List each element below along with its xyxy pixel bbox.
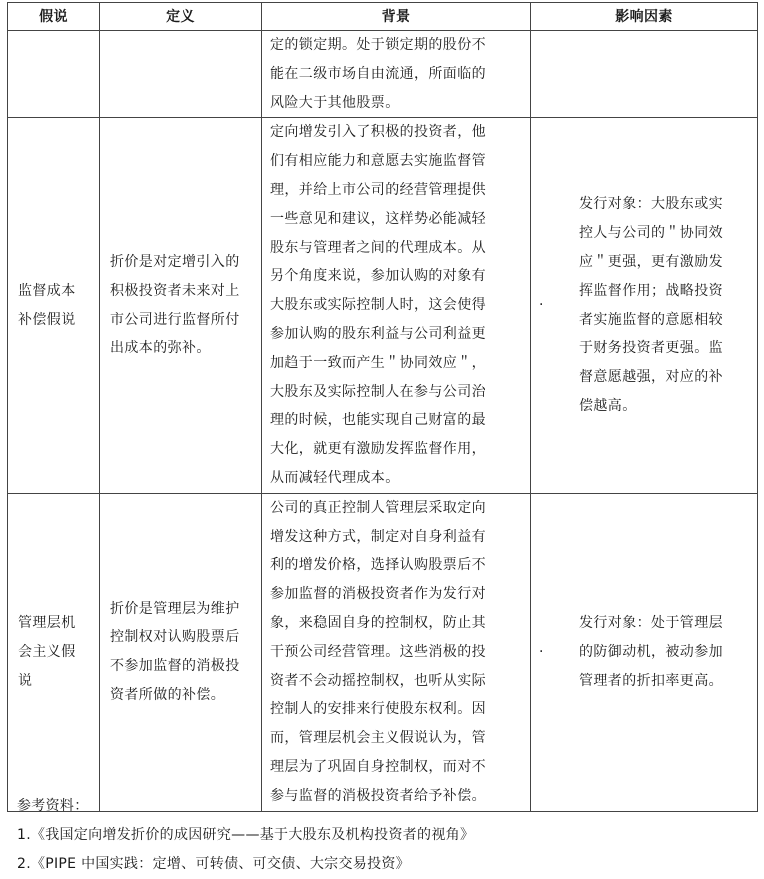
hypothesis-cell-line: 监督成本 (18, 282, 76, 299)
background-cell-line: 参与监督的消极投资者给予补偿。 (270, 787, 486, 804)
background-cell-line: 理的时候，也能实现自己财富的最 (270, 412, 486, 429)
background-cell-line: 增发这种方式，制定对自身利益有 (270, 528, 486, 545)
definition-cell-line: 控制权对认购股票后 (110, 629, 240, 646)
references (17, 792, 474, 879)
definition-cell (100, 493, 262, 811)
background-cell-line: 控制人的安排来行使股东权利。因 (270, 701, 486, 718)
background-cell-line: 风险大于其他股票。 (270, 94, 400, 111)
hypothesis-cell (8, 493, 100, 811)
background-cell-line: 理层为了巩固自身控制权，而对不 (270, 758, 486, 775)
header-hypothesis: 假说 (8, 3, 100, 31)
header-definition: 定义 (100, 3, 262, 31)
background-cell-line: 大股东或实际控制人时，这会使得 (270, 297, 486, 314)
hypothesis-cell-line: 补偿假说 (18, 311, 76, 328)
background-cell (262, 493, 531, 811)
influence-line: 于财务投资者更强。监 (579, 340, 723, 357)
background-cell-line: 干预公司经营管理。这些消极的投 (270, 643, 486, 660)
influence-line: 发行对象：大股东或实 (579, 196, 723, 213)
table-row (8, 493, 758, 811)
influence-line: 者实施监督的意愿相较 (579, 311, 723, 328)
background-cell-line: 公司的真正控制人管理层采取定向 (270, 499, 486, 516)
table-row (8, 118, 758, 493)
hypothesis-table (7, 2, 758, 812)
definition-cell-line: 出成本的弥补。 (110, 340, 211, 357)
hypothesis-cell-line: 说 (18, 672, 33, 689)
background-cell-line: 从而减轻代理成本。 (270, 469, 400, 486)
influence-cell (531, 493, 758, 811)
definition-cell-line: 资者所做的补偿。 (110, 686, 226, 703)
background-cell-line: 而，管理层机会主义假说认为，管 (270, 730, 486, 747)
definition-cell-line: 市公司进行监督所付 (110, 311, 240, 328)
influence-line: 控人与公司的＂协同效 (579, 225, 723, 242)
background-cell-line: 股东与管理者之间的代理成本。从 (270, 239, 486, 256)
table-header-row (8, 3, 758, 31)
references-title: 参考资料： (17, 798, 89, 814)
background-cell (262, 31, 531, 118)
background-cell-line: 利的增发价格，选择认购股票后不 (270, 557, 486, 574)
bullet-dot: · (539, 643, 544, 660)
definition-cell-line: 积极投资者未来对上 (110, 282, 240, 299)
background-cell-line: 们有相应能力和意愿去实施监督管 (270, 153, 486, 170)
influence-line: 挥监督作用；战略投资 (579, 282, 723, 299)
background-cell-line: 能在二级市场自由流通，所面临的 (270, 65, 486, 82)
background-cell-line: 大股东及实际控制人在参与公司治 (270, 383, 486, 400)
background-cell-line: 定向增发引入了积极的投资者，他 (270, 124, 486, 141)
influence-line: 发行对象：处于管理层 (579, 614, 723, 631)
definition-cell-line: 折价是对定增引入的 (110, 253, 240, 270)
influence-cell (531, 31, 758, 118)
definition-cell-line: 折价是管理层为维护 (110, 600, 240, 617)
influence-line: 应＂更强，更有激励发 (579, 253, 723, 270)
reference-item-1: 1.《我国定向增发折价的成因研究——基于大股东及机构投资者的视角》 (17, 827, 475, 843)
hypothesis-cell (8, 118, 100, 493)
background-cell (262, 118, 531, 493)
background-cell-line: 一些意见和建议，这样势必能减轻 (270, 210, 486, 227)
header-influence: 影响因素 (531, 3, 758, 31)
definition-cell (100, 118, 262, 493)
influence-line: 的防御动机，被动参加 (579, 643, 723, 660)
reference-item-2: 2.《PIPE 中国实践：定增、可转债、可交债、大宗交易投资》 (17, 856, 410, 872)
background-cell-line: 参加监督的消极投资者作为发行对 (270, 586, 486, 603)
background-cell-line: 理，并给上市公司的经营管理提供 (270, 181, 486, 198)
hypothesis-cell-line: 管理层机 (18, 614, 76, 631)
background-cell-line: 另个角度来说，参加认购的对象有 (270, 268, 486, 285)
header-background: 背景 (262, 3, 531, 31)
influence-cell (531, 118, 758, 493)
background-cell-line: 象，来稳固自身的控制权，防止其 (270, 614, 486, 631)
background-cell-line: 加趋于一致而产生＂协同效应＂， (270, 354, 486, 371)
influence-line: 督意愿越强，对应的补 (579, 369, 723, 386)
influence-line: 管理者的折扣率更高。 (579, 672, 723, 689)
definition-cell (100, 31, 262, 118)
background-cell-line: 参加认购的股东利益与公司利益更 (270, 325, 486, 342)
background-cell-line: 定的锁定期。处于锁定期的股份不 (270, 37, 486, 53)
bullet-dot: · (539, 297, 544, 314)
table-row (8, 31, 758, 118)
background-cell-line: 大化，就更有激励发挥监督作用， (270, 441, 486, 458)
influence-line: 偿越高。 (579, 397, 637, 414)
hypothesis-cell (8, 31, 100, 118)
definition-cell-line: 不参加监督的消极投 (110, 658, 240, 675)
background-cell-line: 资者不会动摇控制权，也听从实际 (270, 672, 486, 689)
hypothesis-cell-line: 会主义假 (18, 643, 76, 660)
